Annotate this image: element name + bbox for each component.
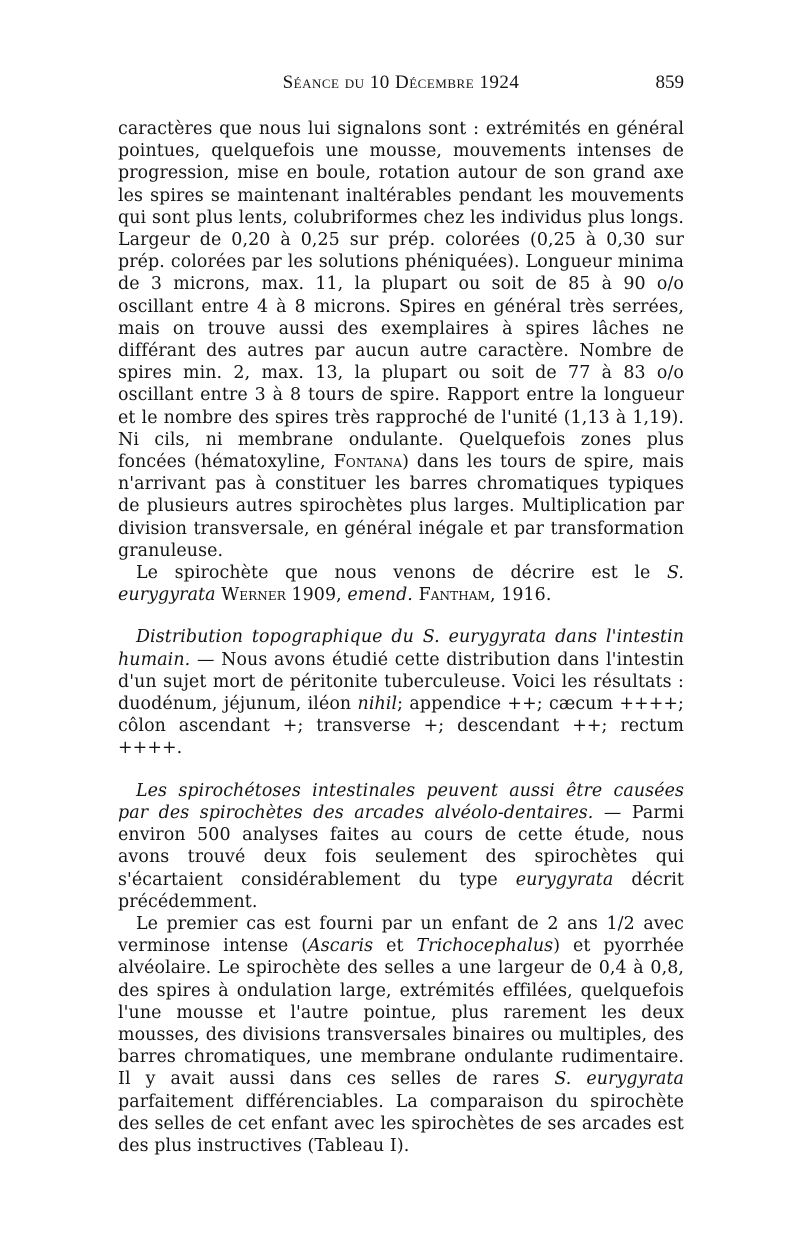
genus-ascaris: Ascaris (308, 936, 374, 957)
author-fontana: Fontana (333, 452, 403, 473)
section-gap (118, 606, 684, 626)
paragraph-species (118, 562, 684, 606)
paragraph-first-case (118, 913, 684, 1157)
author-werner: Werner (221, 585, 286, 606)
page-header (118, 72, 684, 102)
page-number: 859 (655, 72, 684, 93)
text-run: décrit précédemment. (118, 869, 684, 912)
text-run: 1909, (285, 585, 348, 606)
section-title: Distribution topographique du S. eurygyrata dans l'intestin humain. (118, 627, 684, 670)
text-run: caractères que nous lui signalons sont : extrémités en général pointues, quelquefois une mousse, mouvements intenses de progression, mise en boule, rotation autour de son grand axe les spires se maintenant inaltérables pendant les mouvements qui sont plus lents, colubriformes chez les individus plus longs. Largeur de 0,20 à 0,25 sur prép. colorées (0,25 à 0,30 sur prép. colorées par les solutions phéniquées). Longueur minima de 3 microns, max. 11, la plupart ou soit de 85 à 90 o/o oscillant entre 4 à 8 microns. Spires en général très serrées, mais on trouve aussi des exemplaires à spires lâches ne différant des autres par aucun autre caractère. Nombre de spires min. 2, max. 13, la plupart ou soit de 77 à 83 o/o oscillant entre 3 à 8 tours de spire. Rapport entre la longueur et le nombre des spires très rapproché de l'unité (1,13 à 1,19). Ni cils, ni membrane ondulante. Quelquefois zones plus foncées (hématoxyline, (118, 119, 684, 473)
emend-label: emend. (347, 585, 413, 606)
nihil-word: nihil (357, 694, 398, 715)
text-run: , 1916. (489, 585, 552, 606)
paragraph-distribution (118, 626, 684, 759)
running-head: Séance du 10 Décembre 1924 (282, 72, 520, 93)
author-fantham: Fantham (418, 585, 490, 606)
species-name: eurygyrata (515, 869, 614, 890)
text-run: Le premier cas est fourni par un enfant de 2 ans 1/2 avec verminose intense ( (118, 913, 684, 957)
text-run: — Parmi environ 500 analyses faites au cours de cette étude, nous avons trouvé deux fois seulement des spirochètes qui s'écartaient considérablement du type (118, 802, 685, 890)
species-name: S. eurygyrata (554, 1069, 684, 1090)
genus-trichocephalus: Trichocephalus (416, 936, 554, 957)
text-run: parfaitement différenciables. La comparaison du spirochète des selles de cet enfant avec les spirochètes de ses arcades est des plus instructives (Tableau I). (118, 1091, 684, 1156)
section-gap (118, 760, 684, 780)
text-run: ) et pyorrhée alvéolaire. Le spirochète des selles a une largeur de 0,4 à 0,8, des spires à ondulation large, extrémités effilées, quelquefois l'une mousse et l'autre pointue, plus rarement les deux mousses, des divisions transversales binaires ou multiples, des barres chromatiques, une membrane ondulante rudimentaire. Il y avait aussi dans ces selles de rares (118, 936, 684, 1090)
text-run: Le spirochète que nous venons de décrire est le (136, 563, 667, 584)
text-run: et (373, 936, 417, 957)
paragraph-spirochetoses (118, 780, 684, 913)
species-name: S. eurygyrata (118, 563, 684, 606)
text-run: ) dans les tours de spire, mais n'arrivant pas à constituer les barres chromatiques typiques de plusieurs autres spirochètes plus larges. Multiplication par division transversale, en général inégale et par transformation granuleuse. (118, 452, 684, 561)
page-body (118, 118, 684, 1157)
text-run: ; appendice ++; cæcum ++++; côlon ascendant +; transverse +; descendant ++; rectum ++++. (118, 694, 684, 759)
text-run: — Nous avons étudié cette distribution dans l'intestin d'un sujet mort de péritonite tuberculeuse. Voici les résultats : duodénum, jéjunum, iléon (118, 649, 684, 715)
paragraph-characters (118, 118, 684, 562)
section-title: Les spirochétoses intestinales peuvent aussi être causées par des spirochètes des arcades alvéolo-dentaires. (118, 780, 684, 823)
